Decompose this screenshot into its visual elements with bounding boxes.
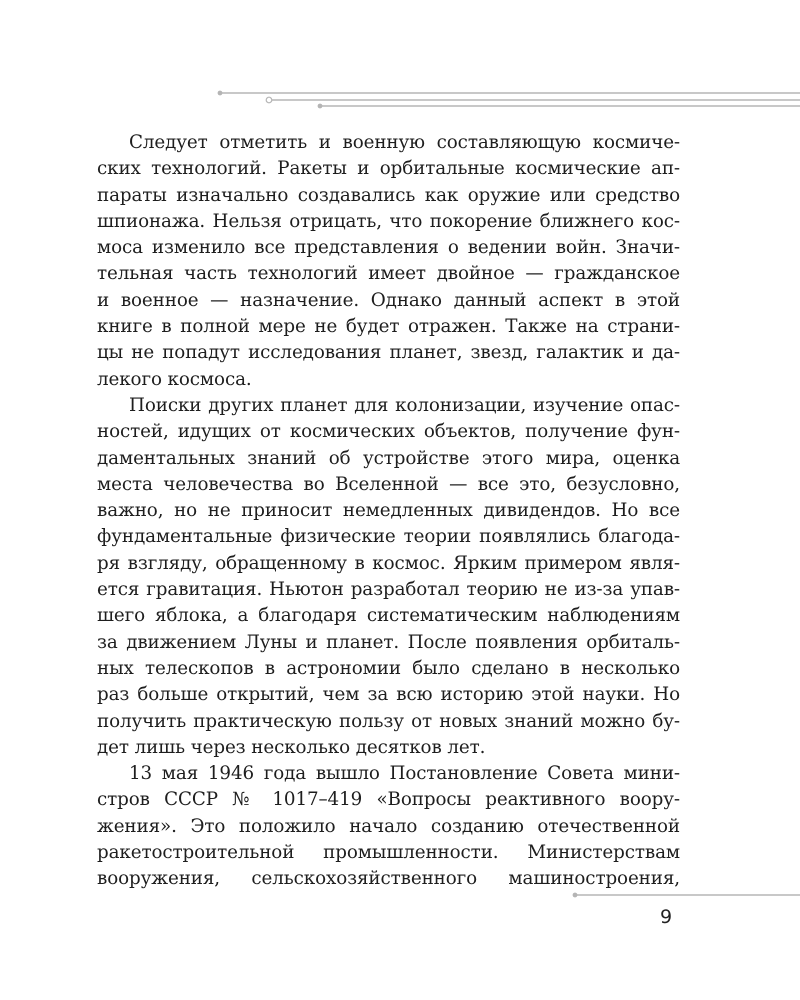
- header-ring-icon: [266, 97, 272, 103]
- header-dot-icon: [218, 91, 223, 96]
- page-body-text: [97, 130, 680, 893]
- paragraph-2-line: получить практическую пользу от новых знаний можно бу-: [97, 710, 680, 732]
- paragraph-1-line: тельная часть технологий имеет двойное — гражданское: [97, 263, 680, 285]
- paragraph-1-line: лекого космоса.: [97, 368, 252, 390]
- paragraph-2-line: ностей, идущих от космических объектов, получение фун-: [97, 421, 680, 443]
- paragraph-2-line: шего яблока, а благодаря систематическим наблюдениям: [97, 605, 680, 627]
- header-decoration: [222, 93, 800, 106]
- paragraph-1-line: Следует отметить и военную составляющую космиче-: [129, 132, 680, 153]
- paragraph-2-line: ря взгляду, обращенному в космос. Ярким примером явля-: [97, 552, 680, 574]
- paragraph-3-line: жения». Это положило начало созданию отечественной: [97, 815, 680, 837]
- paragraph-1-line: шпионажа. Нельзя отрицать, что покорение ближнего кос-: [97, 210, 680, 232]
- paragraph-3-line: ракетостроительной промышленности. Министерствам: [97, 842, 680, 864]
- paragraph-3-line: стров СССР № 1017–419 «Вопросы реактивного воору-: [97, 789, 680, 811]
- paragraph-2-line: раз больше открытий, чем за всю историю этой науки. Но: [97, 684, 680, 706]
- paragraph-1-line: и военное — назначение. Однако данный аспект в этой: [97, 289, 680, 311]
- paragraph-2-line: Поиски других планет для колонизации, изучение опас-: [129, 394, 680, 416]
- paragraph-3-line: вооружения, сельскохозяйственного машиностроения,: [97, 868, 680, 890]
- header-dot-icon: [318, 104, 323, 109]
- paragraph-2-line: места человечества во Вселенной — все это, безусловно,: [97, 473, 680, 495]
- paragraph-2-line: дет лишь через несколько десятков лет.: [97, 736, 486, 758]
- paragraph-1-line: моса изменило все представления о ведении войн. Значи-: [97, 237, 680, 259]
- paragraph-2-line: фундаментальные физические теории появлялись благода-: [97, 526, 680, 548]
- paragraph-1-line: ских технологий. Ракеты и орбитальные космические ап-: [97, 158, 680, 180]
- paragraph-1-line: книге в полной мере не будет отражен. Также на страни-: [97, 316, 680, 338]
- footer-dot-icon: [573, 893, 578, 898]
- paragraph-2-line: за движением Луны и планет. После появления орбиталь-: [97, 631, 680, 653]
- paragraph-2-line: ется гравитация. Ньютон разработал теорию не из-за упав-: [97, 579, 680, 601]
- paragraph-1-line: параты изначально создавались как оружие или средство: [97, 184, 680, 206]
- paragraph-2-line: даментальных знаний об устройстве этого мира, оценка: [97, 447, 680, 469]
- paragraph-2-line: важно, но не приносит немедленных дивидендов. Но все: [97, 500, 680, 522]
- paragraph-2-line: ных телескопов в астрономии было сделано в несколько: [97, 657, 680, 679]
- page-number: 9: [660, 906, 673, 928]
- paragraph-3-line: 13 мая 1946 года вышло Постановление Совета мини-: [129, 763, 680, 785]
- paragraph-1-line: цы не попадут исследования планет, звезд, галактик и да-: [97, 342, 680, 364]
